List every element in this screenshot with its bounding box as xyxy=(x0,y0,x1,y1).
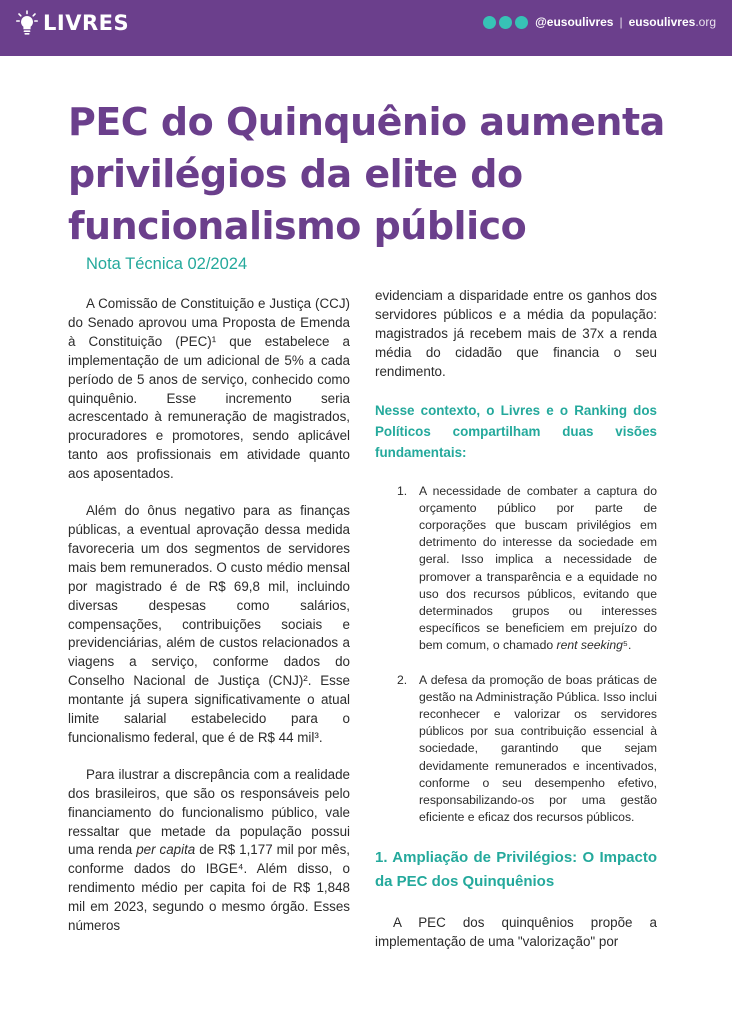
visions-list xyxy=(375,483,657,827)
right-column xyxy=(375,287,657,970)
document-title: PEC do Quinquênio aumenta privilégios da elite do funcionalismo público xyxy=(68,100,665,248)
list-item xyxy=(375,672,657,827)
website-tld: .org xyxy=(695,15,716,29)
emphasis-text: per capita xyxy=(136,842,196,858)
list-item xyxy=(375,483,657,655)
page-header xyxy=(0,0,732,56)
footnote-ref: ⁵. xyxy=(622,638,632,653)
livres-logo xyxy=(16,10,129,36)
brand-name: LIVRES xyxy=(43,11,130,35)
website-link[interactable] xyxy=(629,15,716,29)
instagram-icon[interactable] xyxy=(499,16,512,29)
paragraph-discrepancia xyxy=(68,766,350,936)
website-domain: eusoulivres xyxy=(628,15,696,29)
list-item-number: 2. xyxy=(397,672,408,687)
social-links xyxy=(483,15,716,29)
document-subtitle: Nota Técnica 02/2024 xyxy=(86,255,248,273)
social-handle[interactable]: @eusoulivres xyxy=(535,15,614,29)
paragraph-pec: A PEC dos quinquênios propõe a implementação de uma "valorização" por xyxy=(375,915,657,950)
text-segment: de R$ 1,177 mil por mês, conforme dados do IBGE⁴. Além disso, o rendimento médio per capita foi de R$ 1,848 mil em 2023, segundo o mesmo órgão. Esses números xyxy=(68,842,350,934)
twitter-icon[interactable] xyxy=(483,16,496,29)
lightbulb-icon xyxy=(16,10,38,36)
section-heading: 1. Ampliação de Privilégios: O Impacto da PEC dos Quinquênios xyxy=(375,849,657,891)
list-item-text xyxy=(419,483,657,655)
paragraph-onus: Além do ônus negativo para as finanças públicas, a eventual aprovação dessa medida favoreceria um dos segmentos de servidores mais bem remunerados. O custo médio mensal por magistrado é de R$ 69,8 mil, incluindo diversas despesas como salários, compensações, contribuições sociais e previdenciárias, além de custos relacionados a viagens a serviço, conforme dados do Conselho Nacional de Justiça (CNJ)². Esse montante já supera significativamente o atual limite salarial estabelecido para o funcionalismo federal, que é de R$ 44 mil³. xyxy=(68,503,350,745)
separator: | xyxy=(619,15,623,29)
facebook-icon[interactable] xyxy=(515,16,528,29)
list-item-number: 1. xyxy=(397,483,408,498)
list-intro: Nesse contexto, o Livres e o Ranking dos Políticos compartilham duas visões fundamentais: xyxy=(375,402,657,460)
text-segment: A necessidade de combater a captura do orçamento público por parte de corporações que buscam privilégios em detrimento do interesse da sociedade em geral. Isso implica a necessidade de promover a transparência e a equidade no uso dos recursos públicos, evitando que determinados grupos ou interesses específicos se beneficiem em prejuízo do bem comum, o chamado xyxy=(419,483,657,653)
text-segment: Para ilustrar a discrepância com a realidade dos brasileiros, que são os responsáveis pelo financiamento do funcionalismo público, vale ressaltar que metade da população possui uma renda xyxy=(68,766,350,858)
paragraph-continuation: evidenciam a disparidade entre os ganhos dos servidores públicos e a média da população: magistrados já recebem mais de 37x a renda média do cidadão que financia o seu rendimento. xyxy=(375,288,657,379)
paragraph-ccj: A Comissão de Constituição e Justiça (CCJ) do Senado aprovou uma Proposta de Emenda à Constituição (PEC)¹ que estabelece a implementação de um adicional de 5% a cada período de 5 anos de serviço, conhecido como quinquênio. Esse incremento seria acrescentado à remuneração de magistrados, procuradores e promotores, sendo aplicável tanto aos profissionais em atividade quanto aos aposentados. xyxy=(68,296,350,482)
list-item-text: A defesa da promoção de boas práticas de gestão na Administração Pública. Isso inclui reconhecer e valorizar os servidores públicos por sua contribuição essencial à sociedade, garantindo que sejam devidamente remunerados e incentivados, conforme o seu desempenho efetivo, responsabilizando-os por uma gestão eficiente e eficaz dos recursos públicos. xyxy=(419,672,657,825)
left-column xyxy=(68,295,350,954)
emphasis-text: rent seeking xyxy=(556,638,623,653)
